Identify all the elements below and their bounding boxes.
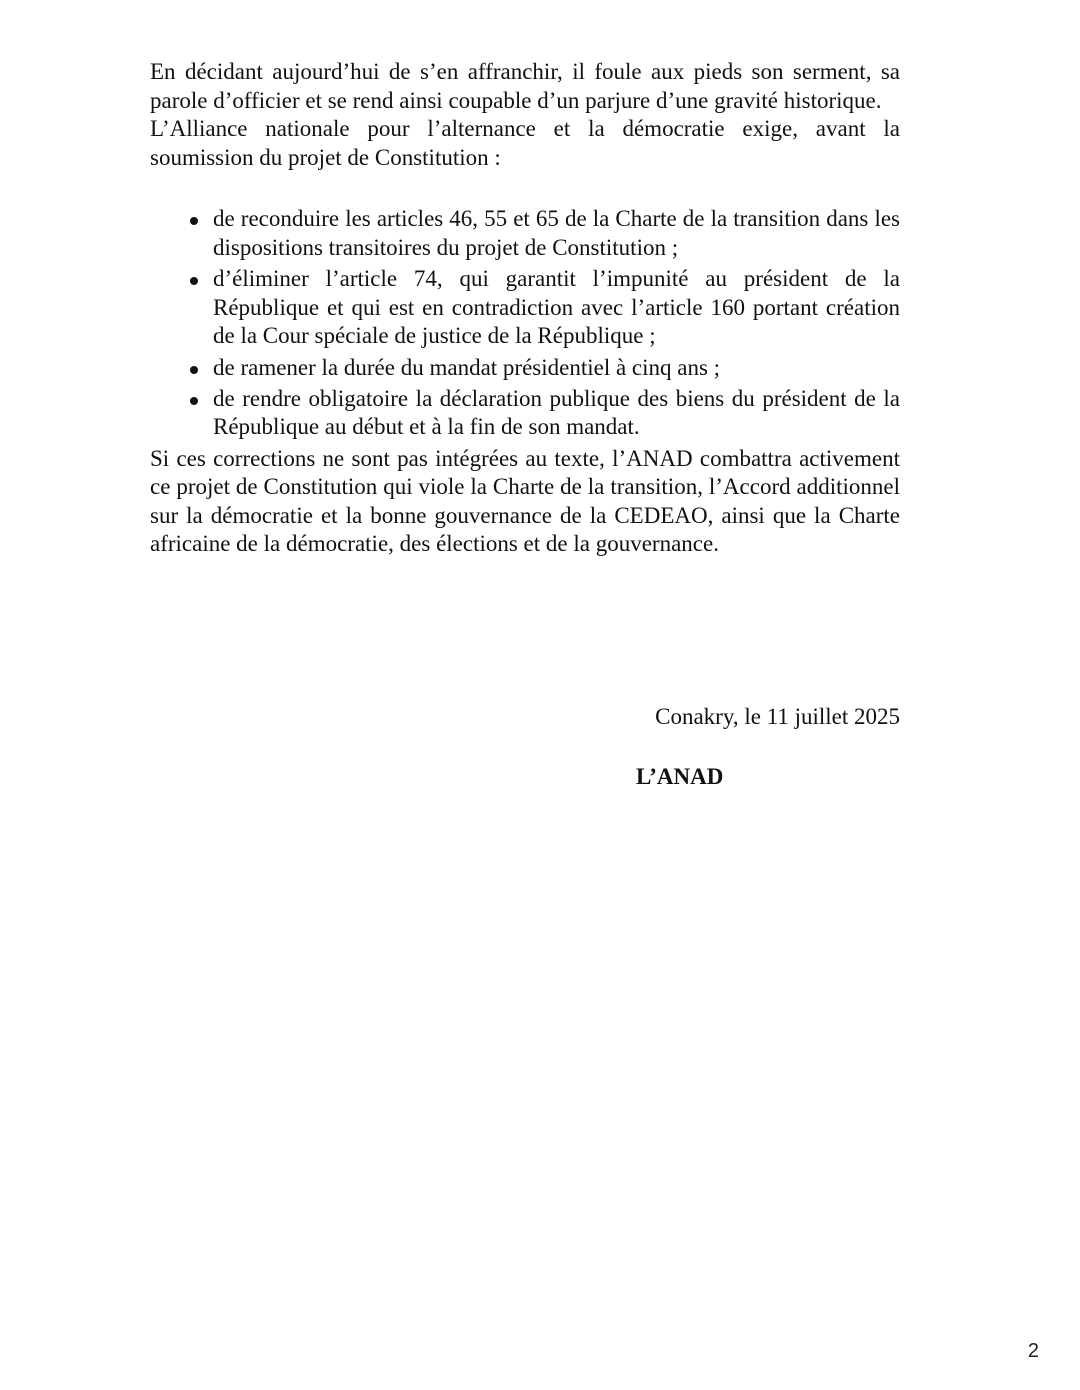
document-body <box>150 58 900 559</box>
paragraph-demands-intro: L’Alliance nationale pour l’alternance et la démocratie exige, avant la soumission du projet de Constitution : <box>150 116 900 170</box>
list-item <box>213 385 900 442</box>
bullet-icon <box>190 366 198 374</box>
list-item <box>213 265 900 351</box>
demand-text: de reconduire les articles 46, 55 et 65 de la Charte de la transition dans les dispositions transitoires du projet de Constitution ; <box>213 206 900 260</box>
bullet-icon <box>190 397 198 405</box>
demands-list <box>150 205 900 442</box>
list-item <box>213 354 900 383</box>
signature: L’ANAD <box>636 764 724 789</box>
bullet-icon <box>190 217 198 225</box>
paragraph-warning: Si ces corrections ne sont pas intégrées au texte, l’ANAD combattra activement ce projet de Constitution qui viole la Charte de la transition, l’Accord additionnel sur la démocratie et la bonne gouvernance de la CEDEAO, ainsi que la Charte africaine de la démocratie, des élections et de la gouvernance. <box>150 445 900 557</box>
demand-text: de ramener la durée du mandat présidentiel à cinq ans ; <box>213 354 721 380</box>
page-number: 2 <box>1027 1340 1039 1362</box>
list-item <box>213 205 900 262</box>
paragraph-oath-breach: En décidant aujourd’hui de s’en affranchir, il foule aux pieds son serment, sa parole d’officier et se rend ainsi coupable d’un parjure d’une gravité historique. <box>150 59 900 113</box>
demand-text: de rendre obligatoire la déclaration publique des biens du président de la République au début et à la fin de son mandat. <box>213 385 900 440</box>
place-date: Conakry, le 11 juillet 2025 <box>655 704 900 729</box>
demand-text: d’éliminer l’article 74, qui garantit l’impunité au président de la République et qui est en contradiction avec l’article 160 portant création de la Cour spéciale de justice de la République ; <box>213 266 900 349</box>
bullet-icon <box>190 277 198 285</box>
